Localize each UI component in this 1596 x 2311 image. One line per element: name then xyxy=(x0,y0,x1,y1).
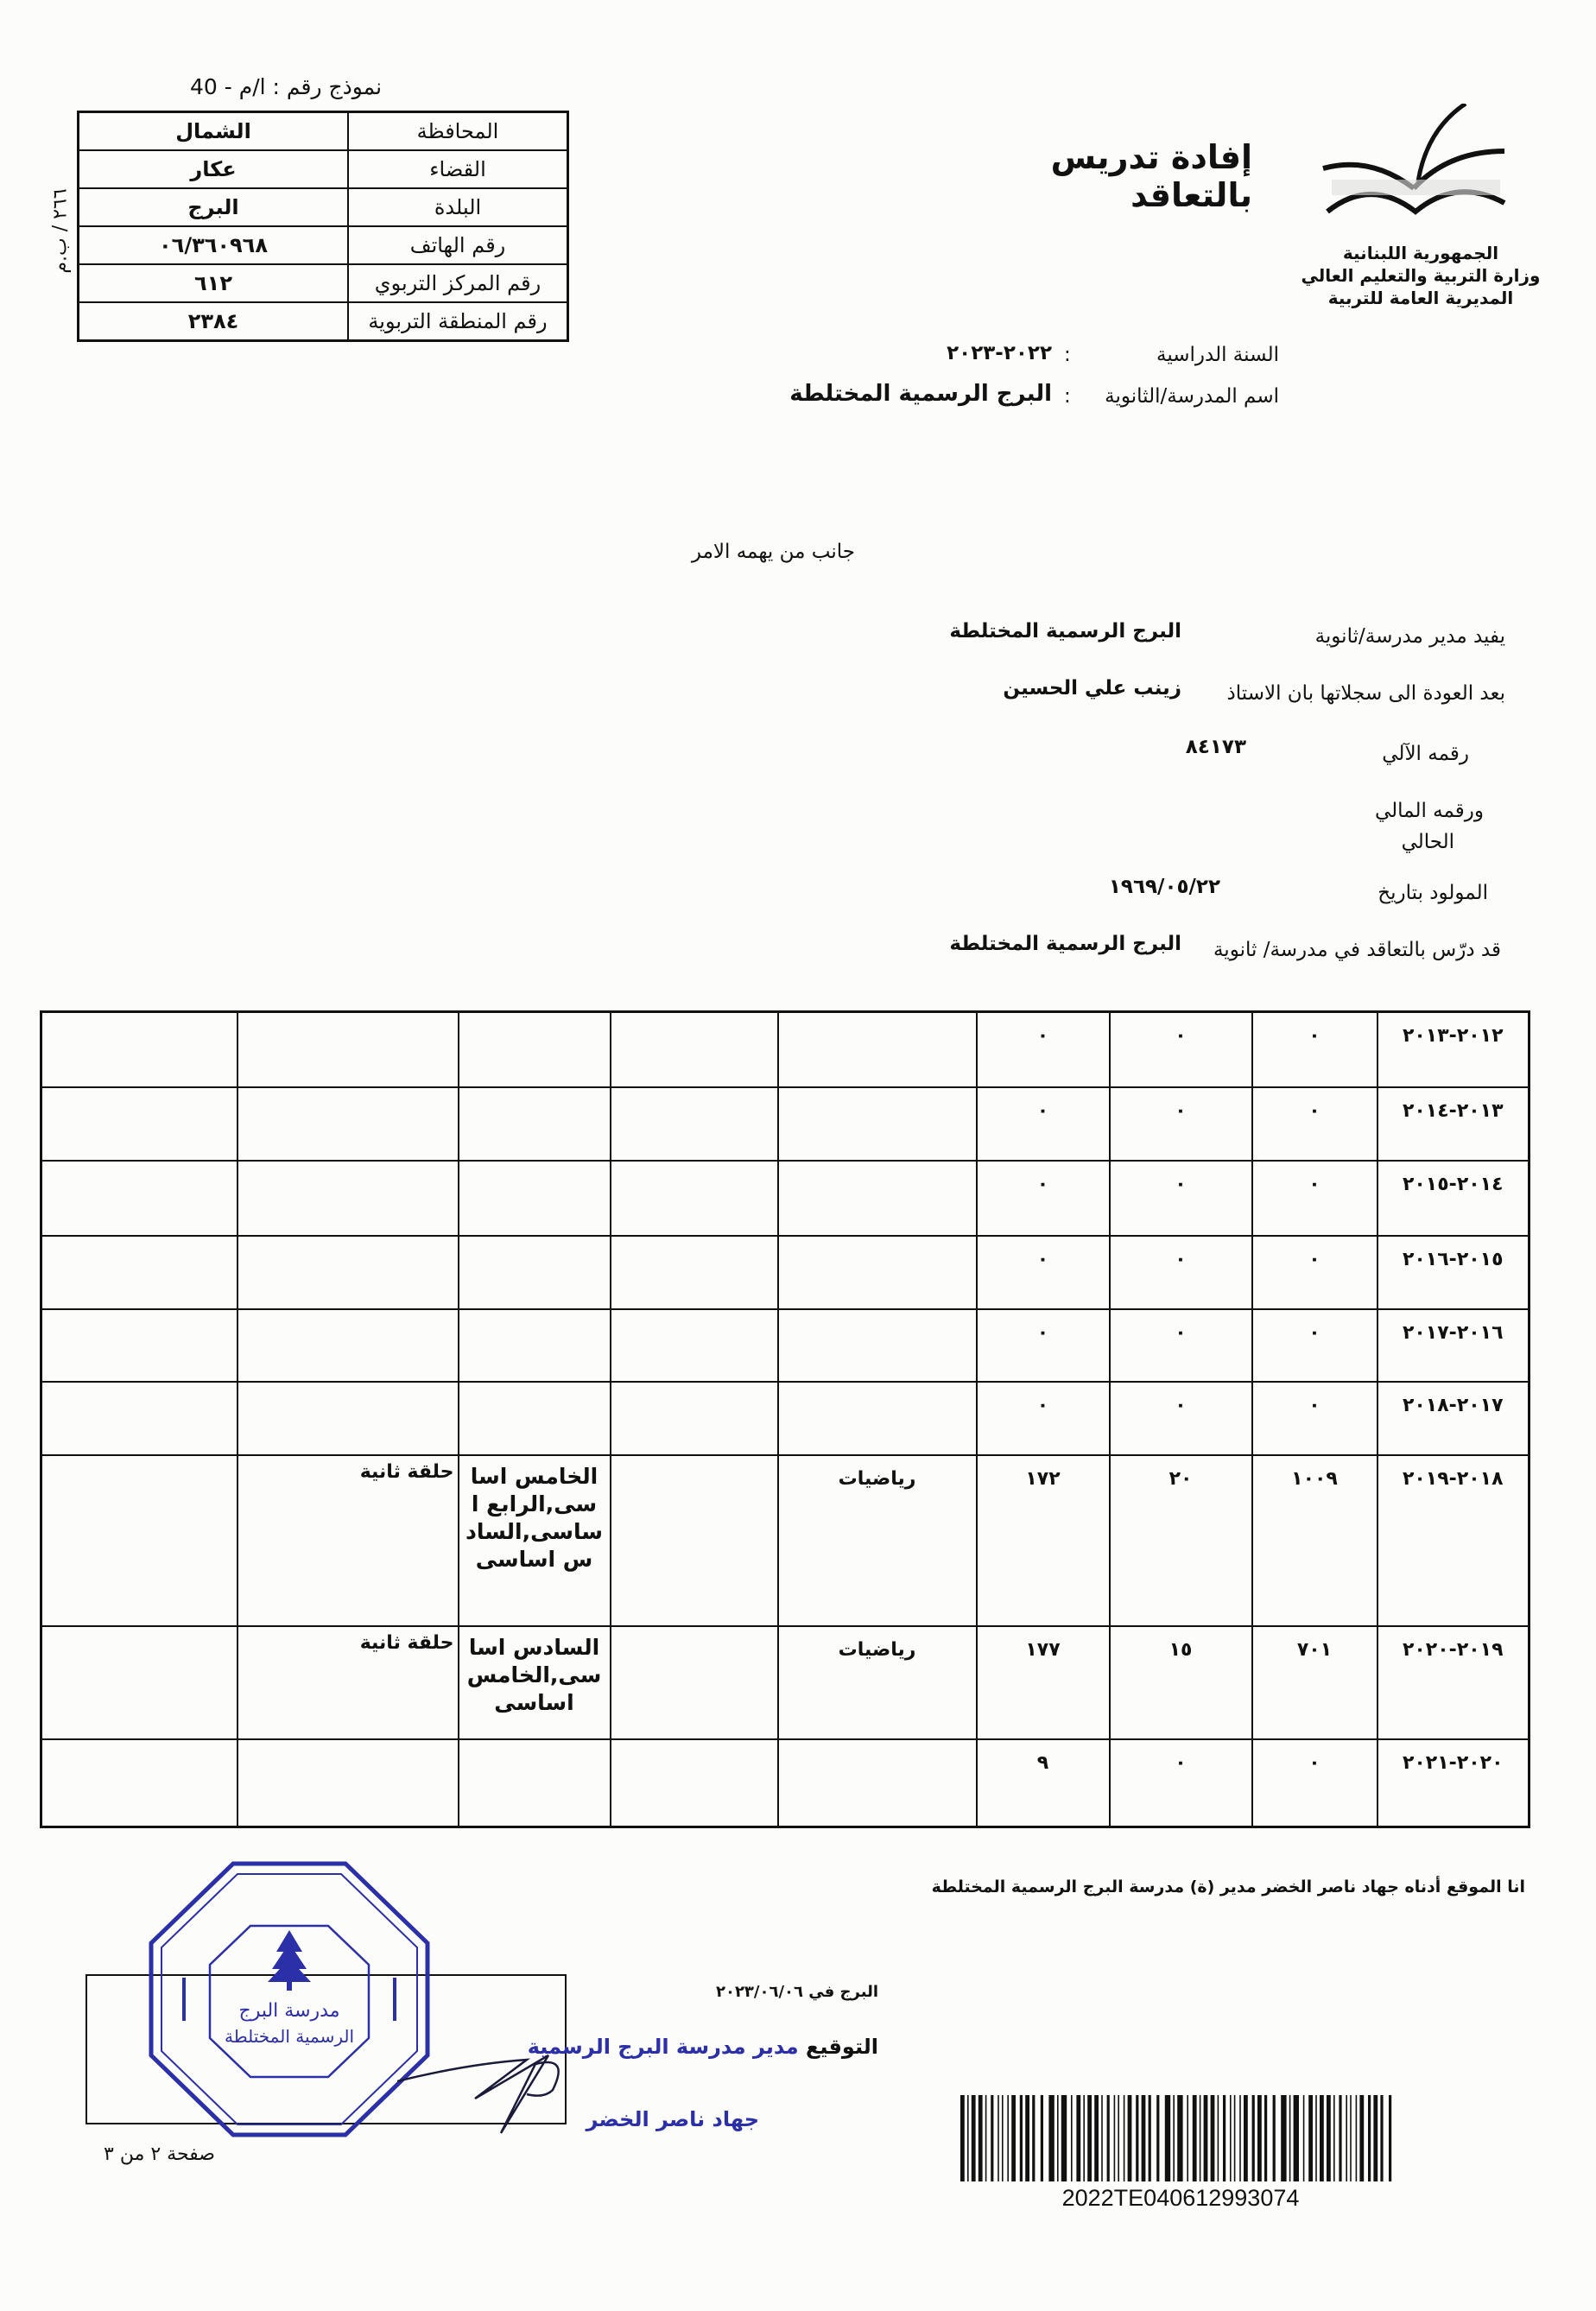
body-line1-value: البرج الرسمية المختلطة xyxy=(949,620,1181,643)
barcode-bar xyxy=(1200,2095,1201,2181)
barcode-bar xyxy=(1380,2095,1383,2181)
barcode-bar xyxy=(1128,2095,1132,2181)
cell-subject: رياضيات xyxy=(778,1626,977,1739)
cell-col-2: ٠ xyxy=(1252,1087,1378,1161)
info-value: ٢٣٨٤ xyxy=(79,302,349,341)
body-line2-label: بعد العودة الى سجلاتها بان الاستاذ xyxy=(1226,682,1505,705)
barcode-number: 2022TE040612993074 xyxy=(1061,2185,1300,2211)
barcode-bar xyxy=(1177,2095,1182,2181)
cell-subject xyxy=(778,1309,977,1382)
barcode-bar xyxy=(1165,2095,1170,2181)
cell-cycle xyxy=(238,1087,459,1161)
cell-col-2: ١٠٠٩ xyxy=(1252,1455,1378,1626)
barcode-bar xyxy=(1303,2095,1305,2181)
cell-year: ٢٠١٦-٢٠١٧ xyxy=(1378,1309,1530,1382)
cell-col-6 xyxy=(611,1012,778,1087)
barcode-bar xyxy=(1264,2095,1267,2181)
barcode-bar xyxy=(960,2095,965,2181)
barcode-bar xyxy=(1244,2095,1248,2181)
cell-classes xyxy=(459,1012,611,1087)
logo-line: المديرية العامة للتربية xyxy=(1327,288,1514,308)
barcode-bar xyxy=(1041,2095,1043,2181)
teaching-record-table xyxy=(40,1010,1530,1828)
financial-number-label-2: الحالي xyxy=(1401,831,1454,853)
barcode-bar xyxy=(1057,2095,1059,2181)
barcode-bar xyxy=(1136,2095,1138,2181)
barcode-bar xyxy=(1149,2095,1151,2181)
cell-col-9 xyxy=(41,1012,238,1087)
barcode-bar xyxy=(1156,2095,1159,2181)
cell-col-4: ١٧٢ xyxy=(977,1455,1110,1626)
barcode-bar xyxy=(1359,2095,1364,2181)
table-row xyxy=(41,1626,1530,1739)
barcode-bar xyxy=(1204,2095,1208,2181)
cell-col-3: ٠ xyxy=(1110,1161,1252,1236)
barcode-bar xyxy=(1011,2095,1016,2181)
cell-cycle: حلقة ثانية xyxy=(238,1455,459,1626)
cell-col-9 xyxy=(41,1161,238,1236)
barcode-bar xyxy=(1308,2095,1313,2181)
cell-col-9 xyxy=(41,1087,238,1161)
info-label: رقم المنطقة التربوية xyxy=(348,302,568,341)
info-row xyxy=(79,302,568,341)
info-row xyxy=(79,150,568,188)
barcode-bar xyxy=(972,2095,976,2181)
barcode-bar xyxy=(1368,2095,1371,2181)
cell-year: ٢٠١٩-٢٠٢٠ xyxy=(1378,1626,1530,1739)
info-label: رقم المركز التربوي xyxy=(348,264,568,302)
signature-title: مدير مدرسة البرج الرسمية xyxy=(527,2035,799,2059)
academic-year-value: ٢٠٢٢-٢٠٢٣ xyxy=(947,342,1052,364)
logo-line: الجمهورية اللبنانية xyxy=(1342,243,1499,263)
cell-col-9 xyxy=(41,1236,238,1309)
table-row xyxy=(41,1309,1530,1382)
cell-subject xyxy=(778,1161,977,1236)
cell-year: ٢٠١٣-٢٠١٤ xyxy=(1378,1087,1530,1161)
cell-classes: السادس اساسى,الخامس اساسى xyxy=(459,1626,611,1739)
barcode-bar xyxy=(1025,2095,1029,2181)
cell-col-6 xyxy=(611,1626,778,1739)
barcode-bar xyxy=(1087,2095,1092,2181)
table-row xyxy=(41,1455,1530,1626)
academic-year-label: السنة الدراسية xyxy=(1156,344,1279,366)
stamp-text: مدرسة البرج xyxy=(238,2000,340,2022)
barcode-bar xyxy=(1114,2095,1116,2181)
cell-col-4: ٩ xyxy=(977,1739,1110,1827)
cell-classes: الخامس اساسى,الرابع اساسى,السادس اساسى xyxy=(459,1455,611,1626)
info-label: القضاء xyxy=(348,150,568,188)
cell-col-3: ٠ xyxy=(1110,1012,1252,1087)
ministry-logo-icon xyxy=(1319,104,1526,216)
cell-cycle: حلقة ثانية xyxy=(238,1626,459,1739)
cell-subject xyxy=(778,1382,977,1455)
teacher-name: زينب علي الحسين xyxy=(1003,677,1181,700)
barcode-bar xyxy=(1327,2095,1331,2181)
barcode-bar xyxy=(1118,2095,1119,2181)
signature-label: التوقيع xyxy=(806,2035,878,2059)
addressee: جانب من يهمه الامر xyxy=(691,541,855,563)
cell-subject xyxy=(778,1087,977,1161)
cell-year: ٢٠١٢-٢٠١٣ xyxy=(1378,1012,1530,1087)
taught-at-label: قد درّس بالتعاقد في مدرسة/ ثانوية xyxy=(1213,939,1501,961)
barcode-bar xyxy=(1320,2095,1324,2181)
info-label: البلدة xyxy=(348,188,568,226)
school-info-table xyxy=(77,111,569,342)
barcode-bar xyxy=(985,2095,987,2181)
cell-col-4: ٠ xyxy=(977,1236,1110,1309)
cell-cycle xyxy=(238,1739,459,1827)
barcode-bar xyxy=(1187,2095,1188,2181)
barcode-bar xyxy=(1252,2095,1255,2181)
school-stamp xyxy=(142,1857,436,2142)
barcode-bar xyxy=(1101,2095,1103,2181)
financial-number-label: ورقمه المالي xyxy=(1374,800,1484,822)
side-reference xyxy=(35,181,86,285)
barcode-bar xyxy=(1094,2095,1099,2181)
info-value: ٦١٢ xyxy=(79,264,349,302)
barcode-bar xyxy=(1346,2095,1347,2181)
barcode-bar xyxy=(1223,2095,1226,2181)
barcode-bar xyxy=(991,2095,993,2181)
barcode-bar xyxy=(1142,2095,1146,2181)
school-name-value: البرج الرسمية المختلطة xyxy=(789,381,1052,407)
auto-number-label: رقمه الآلي xyxy=(1382,743,1469,765)
info-value: الشمال xyxy=(79,112,349,151)
cell-classes xyxy=(459,1739,611,1827)
barcode-bar xyxy=(1020,2095,1023,2181)
barcode-icon xyxy=(960,2095,1401,2181)
document-title: إفادة تدريس بالتعاقد xyxy=(1050,138,1252,214)
barcode-bar xyxy=(1048,2095,1054,2181)
cell-cycle xyxy=(238,1236,459,1309)
cell-col-9 xyxy=(41,1309,238,1382)
cell-col-4: ٠ xyxy=(977,1309,1110,1382)
cell-classes xyxy=(459,1161,611,1236)
body-line1-label: يفيد مدير مدرسة/ثانوية xyxy=(1314,625,1505,648)
cell-col-3: ٠ xyxy=(1110,1309,1252,1382)
cell-classes xyxy=(459,1087,611,1161)
cell-cycle xyxy=(238,1382,459,1455)
info-row xyxy=(79,112,568,151)
table-row xyxy=(41,1012,1530,1087)
cell-subject: رياضيات xyxy=(778,1455,977,1626)
cell-col-6 xyxy=(611,1087,778,1161)
cell-year: ٢٠١٨-٢٠١٩ xyxy=(1378,1455,1530,1626)
cell-col-9 xyxy=(41,1382,238,1455)
cell-classes xyxy=(459,1309,611,1382)
cell-col-4: ٠ xyxy=(977,1382,1110,1455)
cell-col-4: ١٧٧ xyxy=(977,1626,1110,1739)
cell-col-9 xyxy=(41,1739,238,1827)
info-row xyxy=(79,264,568,302)
info-value: عكار xyxy=(79,150,349,188)
info-value: البرج xyxy=(79,188,349,226)
cell-col-3: ٠ xyxy=(1110,1382,1252,1455)
cell-cycle xyxy=(238,1309,459,1382)
barcode-bar xyxy=(1373,2095,1378,2181)
barcode-bar xyxy=(1273,2095,1276,2181)
barcode-bar xyxy=(1193,2095,1197,2181)
academic-year-sep: : xyxy=(1064,344,1071,366)
barcode-bar xyxy=(1239,2095,1241,2181)
auto-number-value: ٨٤١٧٣ xyxy=(1185,736,1246,758)
table-row xyxy=(41,1236,1530,1309)
cell-col-4: ٠ xyxy=(977,1087,1110,1161)
dob-value: ١٩٦٩/٠٥/٢٢ xyxy=(1108,876,1220,898)
cell-subject xyxy=(778,1236,977,1309)
page-number: صفحة ٢ من ٣ xyxy=(104,2143,215,2165)
cell-col-4: ٠ xyxy=(977,1012,1110,1087)
barcode-bar xyxy=(1124,2095,1125,2181)
barcode-bar xyxy=(978,2095,983,2181)
logo-line: وزارة التربية والتعليم العالي xyxy=(1301,265,1541,286)
cell-classes xyxy=(459,1236,611,1309)
cell-cycle xyxy=(238,1012,459,1087)
barcode-bar xyxy=(1061,2095,1067,2181)
school-name-label: اسم المدرسة/الثانوية xyxy=(1105,385,1279,408)
info-row xyxy=(79,188,568,226)
cell-col-3: ٠ xyxy=(1110,1236,1252,1309)
signer-name: جهاد ناصر الخضر xyxy=(586,2107,759,2131)
barcode-bar xyxy=(998,2095,999,2181)
barcode-bar xyxy=(1339,2095,1341,2181)
cell-col-9 xyxy=(41,1626,238,1739)
cell-col-2: ٠ xyxy=(1252,1382,1378,1455)
barcode-bar xyxy=(1173,2095,1175,2181)
barcode-bar xyxy=(1076,2095,1080,2181)
cell-col-4: ٠ xyxy=(977,1161,1110,1236)
barcode-bar xyxy=(1211,2095,1215,2181)
cell-col-2: ٠ xyxy=(1252,1012,1378,1087)
cell-col-9 xyxy=(41,1455,238,1626)
barcode-bar xyxy=(1007,2095,1009,2181)
taught-at-value: البرج الرسمية المختلطة xyxy=(949,933,1181,955)
barcode-bar xyxy=(1083,2095,1085,2181)
cell-col-2: ٠ xyxy=(1252,1236,1378,1309)
cell-col-3: ١٥ xyxy=(1110,1626,1252,1739)
barcode-bar xyxy=(1389,2095,1391,2181)
dob-label: المولود بتاريخ xyxy=(1378,882,1488,904)
cell-col-6 xyxy=(611,1309,778,1382)
info-label: المحافظة xyxy=(348,112,568,151)
cell-col-6 xyxy=(611,1236,778,1309)
info-value: ٠٦/٣٦٠٩٦٨ xyxy=(79,226,349,264)
barcode-bar xyxy=(1032,2095,1035,2181)
barcode-bar xyxy=(967,2095,969,2181)
cell-col-3: ٢٠ xyxy=(1110,1455,1252,1626)
cell-col-6 xyxy=(611,1382,778,1455)
barcode-bar xyxy=(1315,2095,1317,2181)
cell-col-6 xyxy=(611,1161,778,1236)
barcode-bar xyxy=(1002,2095,1004,2181)
declaration-text: انا الموقع أدناه جهاد ناصر الخضر مدير (ة) مدرسة البرج الرسمية المختلطة xyxy=(931,1877,1525,1896)
info-label: رقم الهاتف xyxy=(348,226,568,264)
cell-col-6 xyxy=(611,1455,778,1626)
cell-col-2: ٧٠١ xyxy=(1252,1626,1378,1739)
barcode-bar xyxy=(1107,2095,1110,2181)
barcode-bar xyxy=(1234,2095,1236,2181)
side-reference-text: ٢٦٦ / ب.م xyxy=(49,188,72,274)
cell-col-3: ٠ xyxy=(1110,1087,1252,1161)
cell-cycle xyxy=(238,1161,459,1236)
cell-subject xyxy=(778,1012,977,1087)
school-name-sep: : xyxy=(1064,385,1071,408)
cell-year: ٢٠٢٠-٢٠٢١ xyxy=(1378,1739,1530,1827)
cell-col-2: ٠ xyxy=(1252,1739,1378,1827)
table-row xyxy=(41,1382,1530,1455)
table-row xyxy=(41,1087,1530,1161)
barcode-bar xyxy=(1071,2095,1073,2181)
stamp-text: الرسمية المختلطة xyxy=(224,2026,355,2047)
barcode-bar xyxy=(1257,2095,1262,2181)
form-number: نموذج رقم : ا/م - 40 xyxy=(190,74,383,99)
barcode-bar xyxy=(1333,2095,1335,2181)
table-row xyxy=(41,1739,1530,1827)
barcode-bar xyxy=(1289,2095,1291,2181)
table-row xyxy=(41,1161,1530,1236)
cell-col-6 xyxy=(611,1739,778,1827)
barcode-bar xyxy=(1230,2095,1232,2181)
barcode-bar xyxy=(1350,2095,1352,2181)
barcode-bar xyxy=(1356,2095,1358,2181)
cell-year: ٢٠١٧-٢٠١٨ xyxy=(1378,1382,1530,1455)
cell-year: ٢٠١٤-٢٠١٥ xyxy=(1378,1161,1530,1236)
barcode-bar xyxy=(1281,2095,1286,2181)
cell-col-2: ٠ xyxy=(1252,1309,1378,1382)
cell-col-2: ٠ xyxy=(1252,1161,1378,1236)
cell-subject xyxy=(778,1739,977,1827)
ministry-name xyxy=(1295,242,1546,309)
barcode-bar xyxy=(1218,2095,1219,2181)
cell-col-3: ٠ xyxy=(1110,1739,1252,1827)
cell-year: ٢٠١٥-٢٠١٦ xyxy=(1378,1236,1530,1309)
cell-classes xyxy=(459,1382,611,1455)
barcode-bar xyxy=(1294,2095,1299,2181)
info-row xyxy=(79,226,568,264)
date-line: البرج في ٢٠٢٣/٠٦/٠٦ xyxy=(715,1983,878,2001)
